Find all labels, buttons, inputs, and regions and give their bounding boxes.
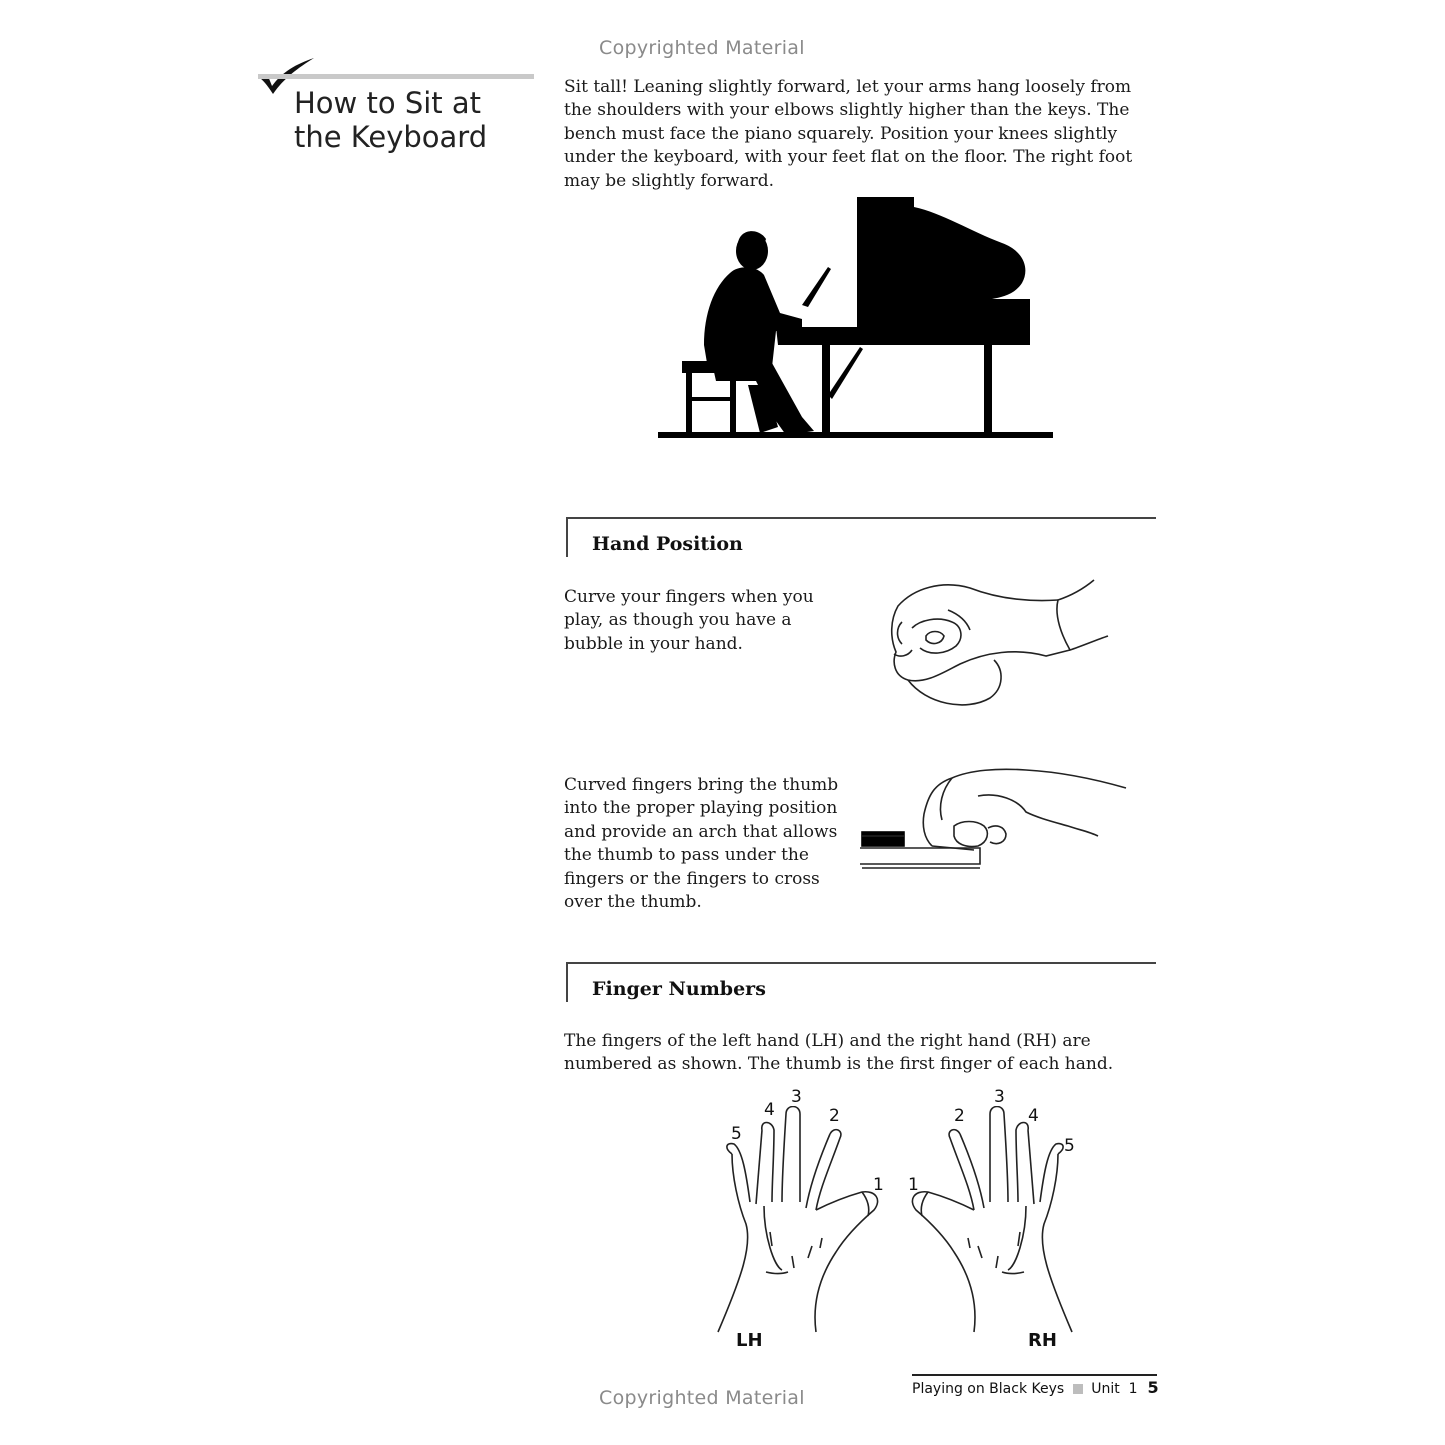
intro-paragraph: Sit tall! Leaning slightly forward, let your arms hang loosely from the shoulders with your elbows slightly higher than the keys. The bench must face the piano squarely. Position your knees slightly under the keyboard, with your feet flat on the floor. The right foot may be slightly forward. <box>564 77 1133 191</box>
footer-unit-number: 1 <box>1128 1381 1138 1397</box>
lh-label: LH <box>736 1330 763 1351</box>
curved-hand-illustration <box>886 576 1118 716</box>
rh-finger-4: 4 <box>1028 1106 1039 1126</box>
hand-position-heading: Hand Position <box>592 533 743 555</box>
footer-unit: Unit <box>1091 1381 1120 1397</box>
rh-finger-1: 1 <box>908 1175 919 1195</box>
title-rule <box>258 74 534 79</box>
hand-position-paragraph-1: Curve your fingers when you play, as though you have a bubble in your hand. <box>564 587 814 654</box>
hand-on-keys-illustration <box>858 766 1130 874</box>
watermark-bottom: Copyrighted Material <box>599 1387 805 1409</box>
hand-position-heading-box <box>566 517 1156 557</box>
page-title-line-2: the Keyboard <box>294 120 488 154</box>
hand-position-paragraph-2: Curved fingers bring the thumb into the proper playing position and provide an arch that allows the thumb to pass under the fingers or the fingers to cross over the thumb. <box>564 775 839 913</box>
finger-numbers-heading-box <box>566 962 1156 1002</box>
page-footer <box>912 1378 1159 1397</box>
rh-finger-3: 3 <box>994 1087 1005 1107</box>
lh-finger-5: 5 <box>731 1124 742 1144</box>
lh-finger-1: 1 <box>873 1175 884 1195</box>
footer-rule <box>912 1374 1157 1376</box>
footer-square-icon <box>1073 1384 1083 1394</box>
finger-numbers-heading: Finger Numbers <box>592 978 766 1000</box>
rh-finger-2: 2 <box>954 1106 965 1126</box>
pianist-illustration <box>652 195 1062 445</box>
page-title-line-1: How to Sit at <box>294 86 482 120</box>
lh-finger-2: 2 <box>829 1106 840 1126</box>
footer-section: Playing on Black Keys <box>912 1381 1065 1397</box>
rh-finger-5: 5 <box>1064 1136 1075 1156</box>
lh-finger-4: 4 <box>764 1100 775 1120</box>
right-hand-illustration <box>898 1106 1078 1334</box>
lh-finger-3: 3 <box>791 1087 802 1107</box>
watermark-top: Copyrighted Material <box>599 37 805 59</box>
rh-label: RH <box>1028 1330 1057 1351</box>
page-number: 5 <box>1147 1378 1159 1397</box>
page-title <box>294 86 544 154</box>
finger-numbers-paragraph: The fingers of the left hand (LH) and the right hand (RH) are numbered as shown. The thumb is the first finger of each hand. <box>564 1031 1114 1075</box>
